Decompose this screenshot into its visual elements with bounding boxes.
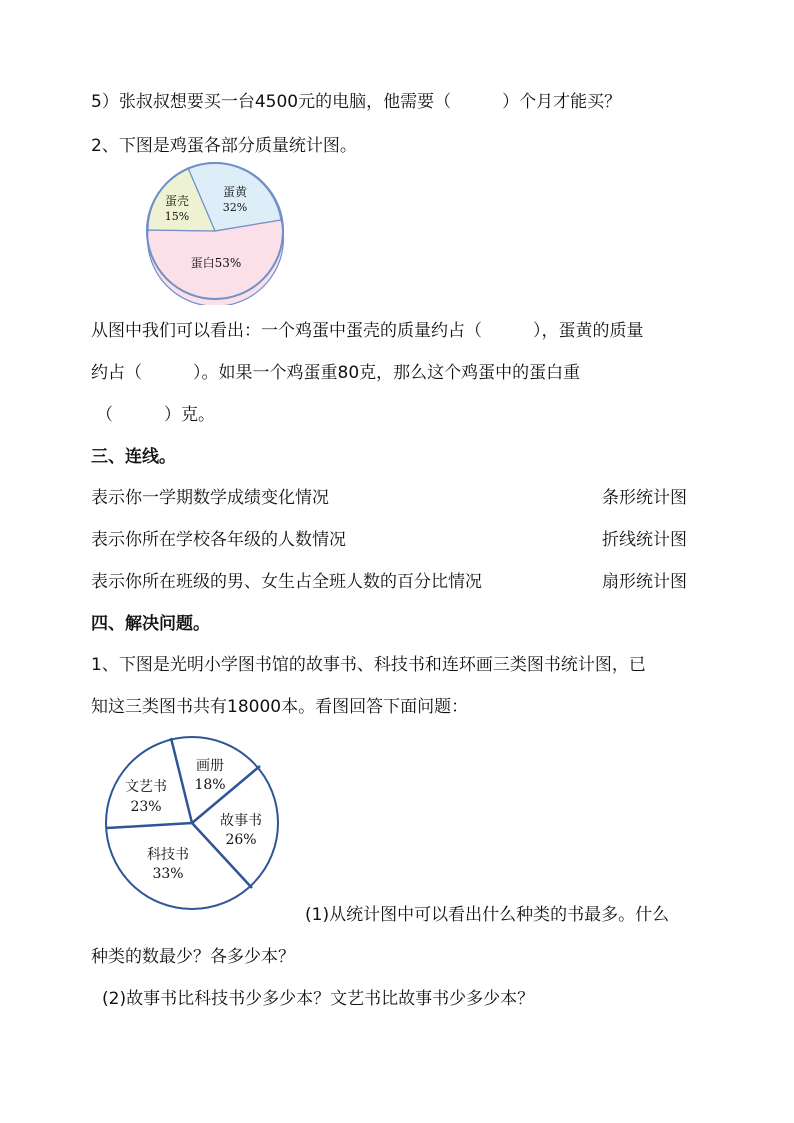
question-1-line-2: 种类的数最少？各多少本？ xyxy=(91,947,295,967)
books-label-literature: 文艺书 xyxy=(125,779,167,795)
books-value-science: 33% xyxy=(152,866,184,882)
egg-value-yolk: 32% xyxy=(222,201,248,214)
question-2: (2)故事书比科技书少多少本？文艺书比故事书少多少本？ xyxy=(102,989,535,1009)
books-value-album: 18% xyxy=(194,777,226,793)
egg-label-shell: 蛋壳 xyxy=(164,194,190,208)
match-right-2: 折线统计图 xyxy=(602,530,687,550)
question-1-line-1: (1)从统计图中可以看出什么种类的书最多。什么 xyxy=(305,905,670,925)
match-left-3: 表示你所在班级的男、女生占全班人数的百分比情况 xyxy=(91,572,482,592)
match-left-1: 表示你一学期数学成绩变化情况 xyxy=(91,488,329,508)
section-3-heading: 三、连线。 xyxy=(91,447,176,467)
books-value-story: 26% xyxy=(225,832,257,848)
egg-answer-line-1: 从图中我们可以看出：一个鸡蛋中蛋壳的质量约占（ ），蛋黄的质量 xyxy=(91,321,644,341)
match-right-1: 条形统计图 xyxy=(602,488,687,508)
egg-value-shell: 15% xyxy=(164,210,190,223)
books-label-album: 画册 xyxy=(196,758,224,774)
egg-answer-line-3: （ ）克。 xyxy=(96,405,215,425)
egg-answer-line-2: 约占（ ）。如果一个鸡蛋重80克，那么这个鸡蛋中的蛋白重 xyxy=(91,363,581,383)
egg-value-white: 蛋白53% xyxy=(190,256,242,270)
section-4-heading: 四、解决问题。 xyxy=(91,614,210,634)
egg-question-title: 2、下图是鸡蛋各部分质量统计图。 xyxy=(91,136,357,156)
books-label-science: 科技书 xyxy=(147,847,189,863)
match-right-3: 扇形统计图 xyxy=(602,572,687,592)
problem-1-line-1: 1、下图是光明小学图书馆的故事书、科技书和连环画三类图书统计图，已 xyxy=(91,655,646,675)
question-5: 5）张叔叔想要买一台4500元的电脑，他需要（ ）个月才能买？ xyxy=(91,92,622,112)
egg-pie-chart xyxy=(140,160,290,305)
books-label-story: 故事书 xyxy=(220,813,262,829)
books-pie-chart xyxy=(100,730,285,920)
egg-label-yolk: 蛋黄 xyxy=(222,185,248,199)
match-left-2: 表示你所在学校各年级的人数情况 xyxy=(91,530,346,550)
books-value-literature: 23% xyxy=(130,799,162,815)
problem-1-line-2: 知这三类图书共有18000本。看图回答下面问题： xyxy=(91,697,469,717)
